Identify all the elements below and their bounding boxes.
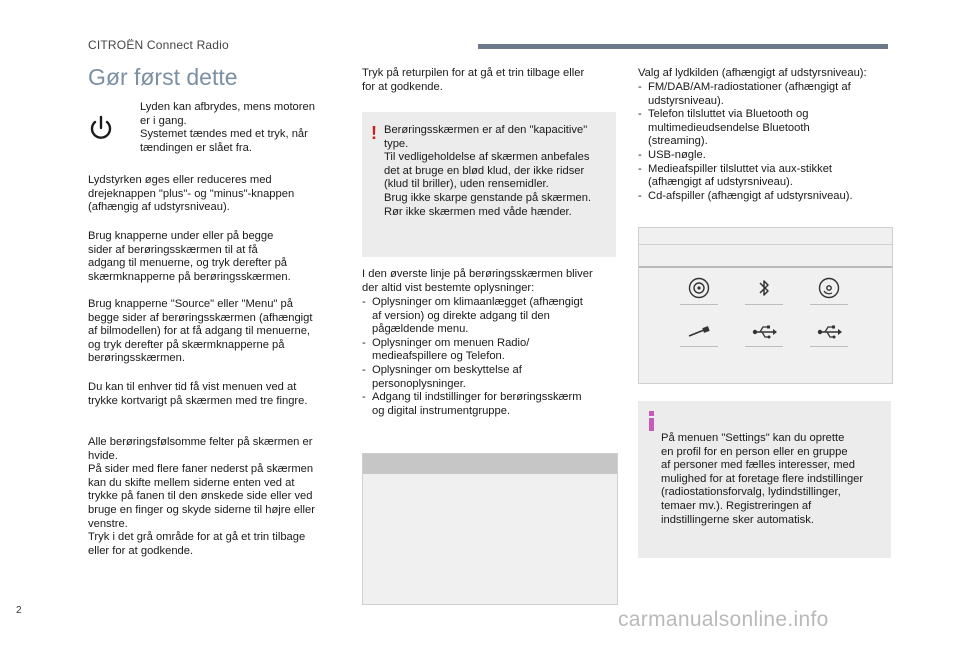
source-menu-paragraph: Brug knapperne "Source" eller "Menu" på begge sider af berøringsskærmen (afhængigt af bilmodellen) for at få adgang til menuerne, og tryk derefter på skærmknapperne på berøringsskærmen. xyxy=(88,298,313,365)
source-screen-illustration xyxy=(638,227,893,384)
list-item: - Oplysninger om beskyttelse af personoplysninger. xyxy=(362,363,522,390)
info-box xyxy=(638,401,891,558)
page-number: 2 xyxy=(16,605,22,616)
info-icon-dot xyxy=(649,411,654,416)
list-item: - Telefon tilsluttet via Bluetooth og multimedieudsendelse Bluetooth (streaming). xyxy=(638,108,810,148)
usb-icon xyxy=(740,322,788,354)
warning-icon: ! xyxy=(371,123,377,143)
list-item: - Oplysninger om klimaanlægget (afhængigt af version) og direkte adgang til den pågældende menu. xyxy=(362,296,583,336)
screen-top-bar xyxy=(363,454,617,474)
source-list xyxy=(638,81,898,203)
cd-icon xyxy=(805,276,853,308)
top-line-intro: I den øverste linje på berøringsskærmen bliver der altid vist bestemte oplysninger: xyxy=(362,268,593,294)
warning-text: Berøringsskærmen er af den "kapacitive" type. Til vedligeholdelse af skærmen anbefales det at bruge en blød klud, der ikke ridser (klud til briller), uden rensemidler. Brug ikke skarpe genstande på skærmen. Rør ikke skærmen med våde hænder. xyxy=(384,124,592,218)
volume-paragraph: Lydstyrken øges eller reduceres med drejeknappen "plus"- og "minus"-knappen (afhængig af udstyrsniveau). xyxy=(88,174,295,214)
list-item: - Adgang til indstillinger for berøringsskærm og digital instrumentgruppe. xyxy=(362,391,582,417)
power-description: Lyden kan afbrydes, mens motoren er i gang. Systemet tændes med et tryk, når tændingen er slået fra. xyxy=(140,101,315,154)
page-title: Gør først dette xyxy=(88,64,238,90)
warning-box xyxy=(362,112,616,257)
info-text: På menuen "Settings" kan du oprette en profil for en person eller en gruppe af personer med fælles interesser, med mulighed for at foretage flere indstillinger (radiostationsforvalg, lydindstillinger, temaer mv.). Registreringen af indstillingerne sker automatisk. xyxy=(661,432,864,526)
return-arrow-paragraph: Tryk på returpilen for at gå et trin tilbage eller for at godkende. xyxy=(362,67,585,93)
source-intro: Valg af lydkilden (afhængigt af udstyrsniveau): xyxy=(638,67,867,79)
bluetooth-icon xyxy=(740,276,788,308)
list-item: - FM/DAB/AM-radiostationer (afhængigt af udstyrsniveau). xyxy=(638,81,851,107)
list-item: - Cd-afspiller (afhængigt af udstyrsniveau). xyxy=(638,189,853,202)
screen-illustration xyxy=(362,453,618,605)
three-fingers-paragraph: Du kan til enhver tid få vist menuen ved at trykke kortvarigt på skærmen med tre fingre. xyxy=(88,381,308,407)
aux-icon xyxy=(675,322,723,354)
radio-icon xyxy=(675,276,723,308)
usb-icon xyxy=(805,322,853,354)
running-header: CITROËN Connect Radio xyxy=(88,38,229,52)
list-item: - USB-nøgle. xyxy=(638,148,706,161)
list-item: - Oplysninger om menuen Radio/ medieafspillere og Telefon. xyxy=(362,336,530,363)
header-bar xyxy=(478,44,888,49)
power-icon xyxy=(88,113,114,143)
touch-areas-paragraph: Alle berøringsfølsomme felter på skærmen er hvide. På sider med flere faner nederst på skærmen kan du skifte mellem siderne enten ved at trykke på fanen til den ønskede side eller ved bruge en finger og skyde siderne til højre eller venstre. Tryk i det grå område for at gå et trin tilbage eller for at godkende. xyxy=(88,436,315,557)
top-line-list xyxy=(362,296,617,418)
buttons-paragraph: Brug knapperne under eller på begge sider af berøringsskærmen til at få adgang til menuerne, og tryk derefter på skærmknapperne på berøringsskærmen. xyxy=(88,230,291,283)
list-item: - Medieafspiller tilsluttet via aux-stikket (afhængigt af udstyrsniveau). xyxy=(638,162,833,189)
info-icon xyxy=(649,418,654,431)
watermark: carmanualsonline.info xyxy=(618,608,829,631)
